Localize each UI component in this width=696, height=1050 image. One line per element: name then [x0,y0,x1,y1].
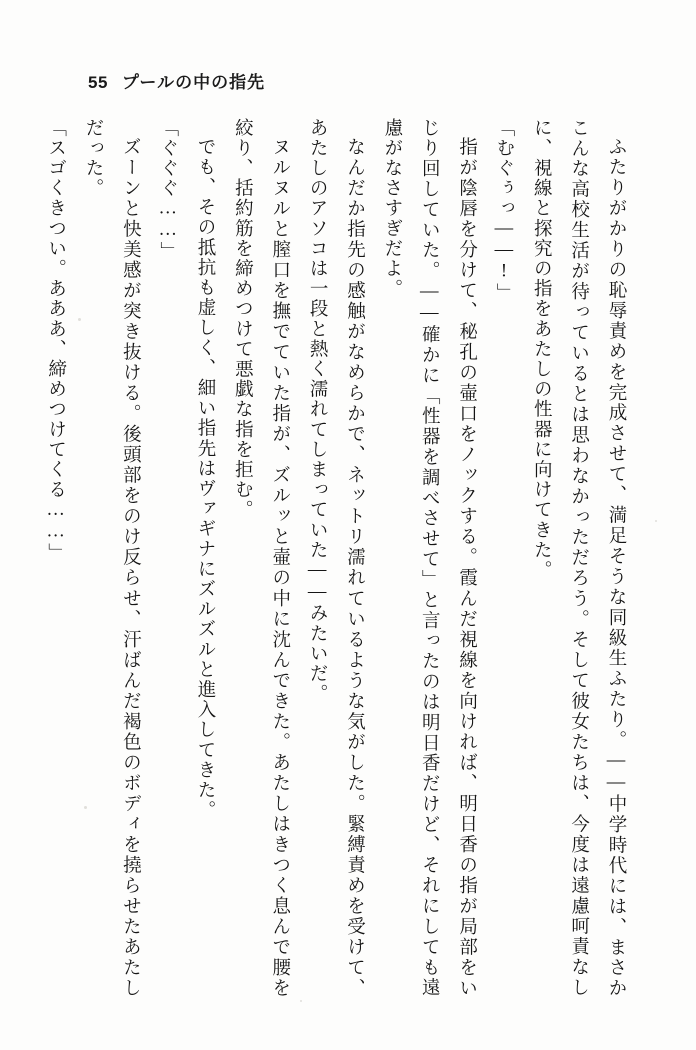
paragraph: でも、その抵抗も虚しく、細い指先はヴァギナにズルズルと進入してきた。 [195,136,216,820]
running-title: プールの中の指先 [121,73,266,92]
paragraph: 指が陰唇を分けて、秘孔の壷口をノックする。霞んだ視線を向ければ、明日香の指が局部をいじり回していた。――確かに「性器を調べさせて」と言ったのは明日香だけど、それにしても遠慮がなさすぎだよ。 [381,118,477,998]
paragraph: ふたりがかりの恥辱責めを完成させて、満足そうな同級生ふたり。――中学時代には、まさかこんな高校生活が待っているとは思わなかっただろう。そして彼女たちは、今度は遠慮呵責なしに、視線と探究の指をあたしの性器に向けてきた。 [531,118,626,998]
paragraph: ヌルヌルと膣口を撫でていた指が、ズルッと壷の中に沈んできた。あたしはきつく息んで腰を絞り、括約筋を締めつけて悪戯な指を拒む。 [232,118,290,998]
paragraph: 「スゴくきつい。あああ、締めつけてくる……」 [45,118,66,564]
scan-speck [655,520,657,522]
page-header [88,68,265,93]
page-body-text [45,118,634,998]
page-number: 55 [88,73,108,92]
paragraph: 「ぐぐぐ……」 [157,118,178,262]
paragraph: 「むぐぅっ――!」 [493,118,514,304]
paragraph: ズーンと快美感が突き抜ける。後頭部をのけ反らせ、汗ばんだ褐色のボディを撓らせたあたしだった。 [82,118,141,998]
paragraph: なんだか指先の感触がなめらかで、ネットリ濡れているような気がした。緊縛責めを受けて、あたしのアソコは一段と熱く濡れてしまっていた――みたいだ。 [307,118,365,998]
scan-speck [300,1000,302,1002]
